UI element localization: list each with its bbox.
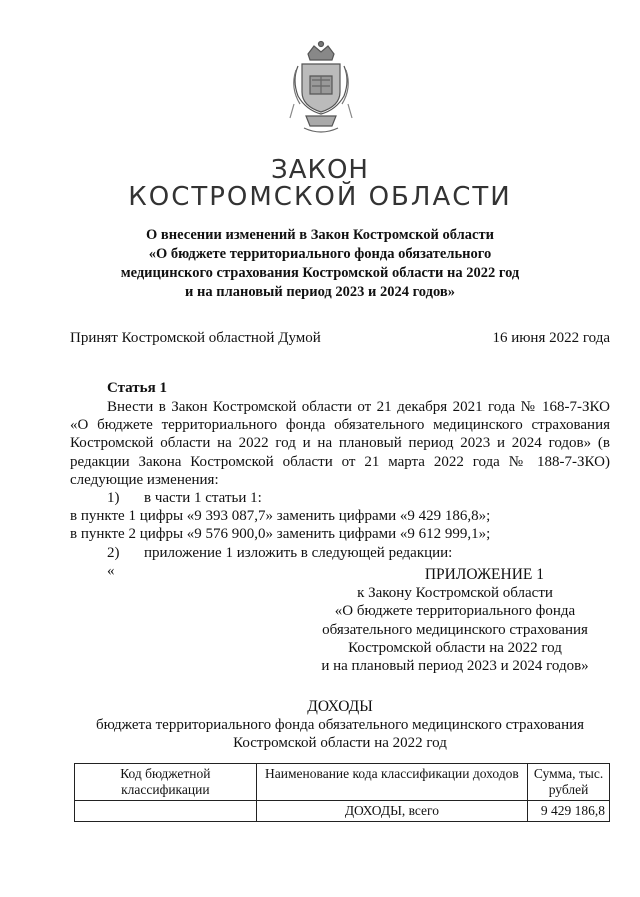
cell-sum: 9 429 186,8	[528, 801, 610, 822]
appendix-line: и на плановый период 2023 и 2024 годов»	[321, 658, 589, 675]
list-item	[70, 544, 610, 562]
table-header-row	[75, 764, 610, 801]
subtitle-line: «О бюджете территориального фонда обязательного	[148, 246, 492, 262]
article-intro: Внести в Закон Костромской области от 21 декабря 2021 года № 168-7-ЗКО «О бюджете территориального фонда обязательного медицинского страхования Костромской области на 2022 год и на плановый период 2023 и 2024 годов» (в редакции Закона Костромской области от 21 марта 2022 года № 188-7-ЗКО) следующие изменения:	[70, 399, 610, 488]
coat-of-arms-emblem	[288, 40, 354, 140]
amendment-line: в пункте 1 цифры «9 393 087,7» заменить цифрами «9 429 186,8»;	[70, 508, 491, 525]
cell-name: ДОХОДЫ, всего	[256, 801, 527, 822]
subtitle-line: О внесении изменений в Закон Костромской области	[146, 227, 494, 243]
appendix-line: «О бюджете территориального фонда	[334, 603, 576, 620]
income-subheading: Костромской области на 2022 год	[233, 735, 447, 752]
column-header-code: Код бюджетной классификации	[75, 764, 257, 801]
item-text: приложение 1 изложить в следующей редакции:	[144, 544, 453, 561]
appendix-caption: ПРИЛОЖЕНИЕ 1	[424, 566, 544, 583]
income-subheading: бюджета территориального фонда обязательного медицинского страхования	[95, 717, 585, 734]
list-item	[70, 489, 610, 507]
income-heading-block	[70, 698, 610, 753]
subtitle-line: медицинского страхования Костромской области на 2022 год	[120, 265, 520, 281]
appendix-line: обязательного медицинского страхования	[322, 621, 588, 638]
quote-open: «	[107, 562, 115, 579]
appendix-line: к Закону Костромской области	[357, 585, 553, 602]
law-title: ЗАКОН	[271, 155, 369, 185]
appendix-line: Костромской области на 2022 год	[348, 639, 562, 656]
law-region-title: КОСТРОМСКОЙ ОБЛАСТИ	[128, 182, 512, 212]
adoption-line	[70, 330, 610, 347]
item-text: в части 1 статьи 1:	[144, 490, 262, 507]
article-heading: Статья 1	[107, 380, 167, 396]
table-row	[75, 801, 610, 822]
column-header-sum: Сумма, тыс. рублей	[528, 764, 610, 801]
item-number: 1)	[107, 490, 120, 507]
article-body	[70, 398, 610, 580]
adoption-date: 16 июня 2022 года	[492, 330, 610, 346]
income-table	[74, 763, 610, 822]
appendix-block	[300, 566, 610, 675]
income-heading: ДОХОДЫ	[307, 698, 373, 715]
law-subtitle	[0, 226, 640, 302]
column-header-name: Наименование кода классификации доходов	[256, 764, 527, 801]
subtitle-line: и на плановый период 2023 и 2024 годов»	[185, 284, 455, 300]
cell-code	[75, 801, 257, 822]
adopted-by: Принят Костромской областной Думой	[70, 330, 321, 346]
amendment-line: в пункте 2 цифры «9 576 900,0» заменить цифрами «9 612 999,1»;	[70, 526, 491, 543]
item-number: 2)	[107, 544, 120, 561]
